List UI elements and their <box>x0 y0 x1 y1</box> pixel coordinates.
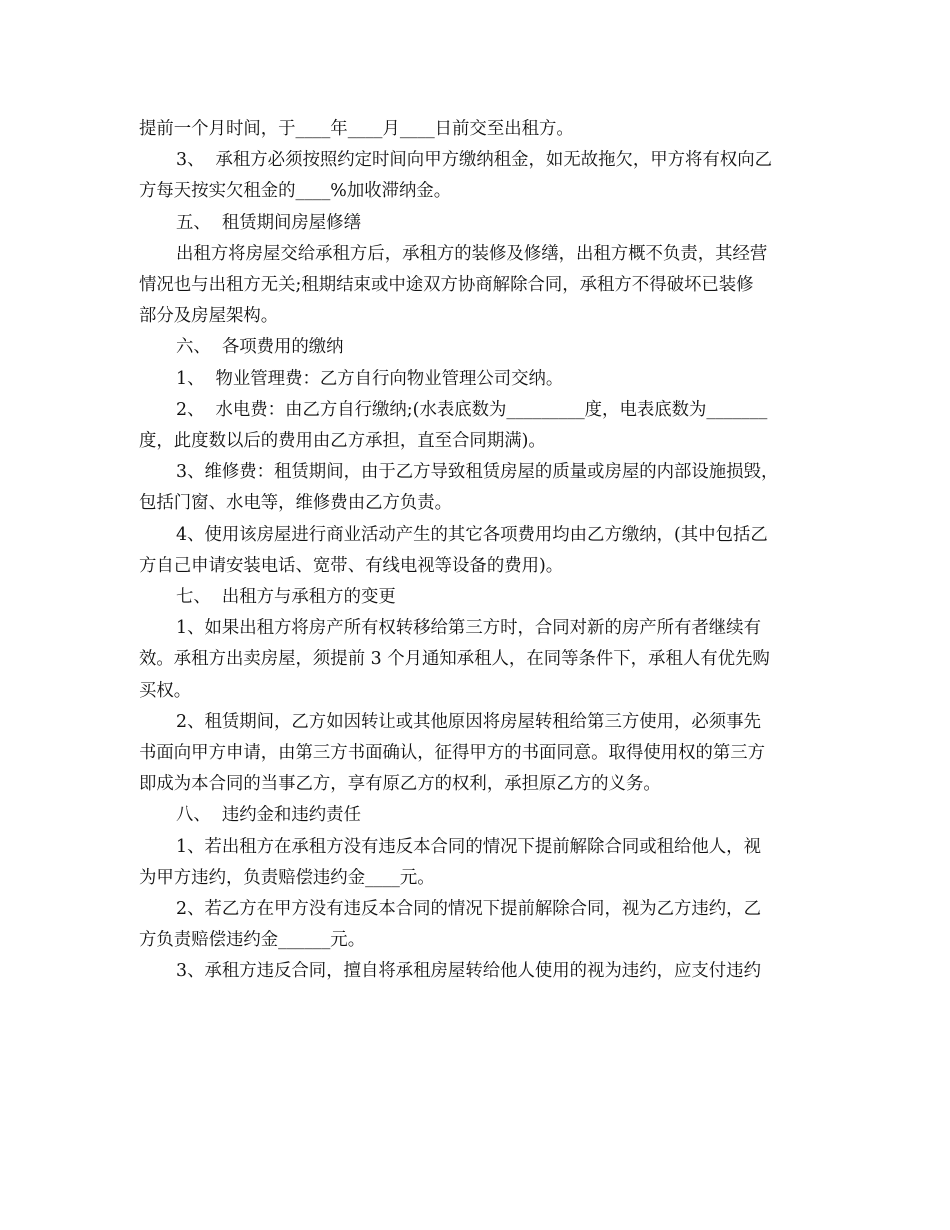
text-line: 八、 违约金和违约责任 <box>176 805 361 826</box>
text-line: 2、 水电费：由乙方自行缴纳;(水表底数为_________度，电表底数为_______ <box>176 399 768 420</box>
contract-paragraph <box>139 239 815 333</box>
section-heading <box>139 582 815 613</box>
contract-paragraph <box>139 145 815 207</box>
text-line: 买权。 <box>139 680 192 701</box>
text-line: 度，此度数以后的费用由乙方承担，直至合同期满)。 <box>139 431 546 452</box>
text-line: 提前一个月时间，于____年____月____日前交至出租方。 <box>139 119 574 139</box>
text-line: 方每天按实欠租金的____%加收滞纳金。 <box>139 181 452 202</box>
text-line: 七、 出租方与承租方的变更 <box>176 587 396 608</box>
text-line: 2、若乙方在甲方没有违反本合同的情况下提前解除合同，视为乙方违约，乙 <box>176 899 761 920</box>
text-line: 情况也与出租方无关;租期结束或中途双方协商解除合同，承租方不得破坏已装修 <box>139 275 754 296</box>
text-line: 1、 物业管理费：乙方自行向物业管理公司交纳。 <box>176 368 564 389</box>
section-heading <box>139 332 815 363</box>
contract-paragraph <box>139 894 815 956</box>
document-body <box>139 114 815 988</box>
text-line: 1、若出租方在承租方没有违反本合同的情况下提前解除合同或租给他人，视 <box>176 836 761 857</box>
text-line: 书面向甲方申请，由第三方书面确认，征得甲方的书面同意。取得使用权的第三方 <box>139 743 766 764</box>
contract-paragraph <box>139 956 815 987</box>
contract-paragraph <box>139 707 815 801</box>
text-line: 3、维修费：租赁期间，由于乙方导致租赁房屋的质量或房屋的内部设施损毁， <box>176 462 779 483</box>
text-line: 方负责赔偿违约金______元。 <box>139 930 366 951</box>
text-line: 六、 各项费用的缴纳 <box>176 337 344 358</box>
contract-paragraph <box>139 457 815 519</box>
text-line: 即成为本合同的当事乙方，享有原乙方的权利，承担原乙方的义务。 <box>139 774 661 795</box>
text-line: 效。承租方出卖房屋，须提前 3 个月通知承租人，在同等条件下，承租人有优先购 <box>139 649 770 670</box>
text-line: 1、如果出租方将房产所有权转移给第三方时，合同对新的房产所有者继续有 <box>176 618 761 639</box>
text-line: 出租方将房屋交给承租方后，承租方的装修及修缮，出租方概不负责，其经营 <box>176 243 768 264</box>
text-line: 方自己申请安装电话、宽带、有线电视等设备的费用)。 <box>139 555 564 576</box>
text-line: 4、使用该房屋进行商业活动产生的其它各项费用均由乙方缴纳，(其中包括乙 <box>176 524 768 545</box>
contract-paragraph <box>139 520 815 582</box>
text-line: 部分及房屋架构。 <box>139 306 279 327</box>
text-line: 包括门窗、水电等，维修费由乙方负责。 <box>139 493 453 514</box>
contract-paragraph <box>139 395 815 457</box>
text-line: 3、 承租方必须按照约定时间向甲方缴纳租金，如无故拖欠，甲方将有权向乙 <box>176 150 773 171</box>
section-heading <box>139 800 815 831</box>
contract-paragraph <box>139 114 815 145</box>
text-line: 2、租赁期间，乙方如因转让或其他原因将房屋转租给第三方使用，必须事先 <box>176 711 761 732</box>
contract-paragraph <box>139 364 815 395</box>
contract-paragraph <box>139 613 815 707</box>
text-line: 为甲方违约，负责赔偿违约金____元。 <box>139 867 435 888</box>
text-line: 五、 租赁期间房屋修缮 <box>176 212 361 233</box>
section-heading <box>139 208 815 239</box>
contract-paragraph <box>139 832 815 894</box>
text-line: 3、承租方违反合同，擅自将承租房屋转给他人使用的视为违约，应支付违约 <box>176 961 761 982</box>
